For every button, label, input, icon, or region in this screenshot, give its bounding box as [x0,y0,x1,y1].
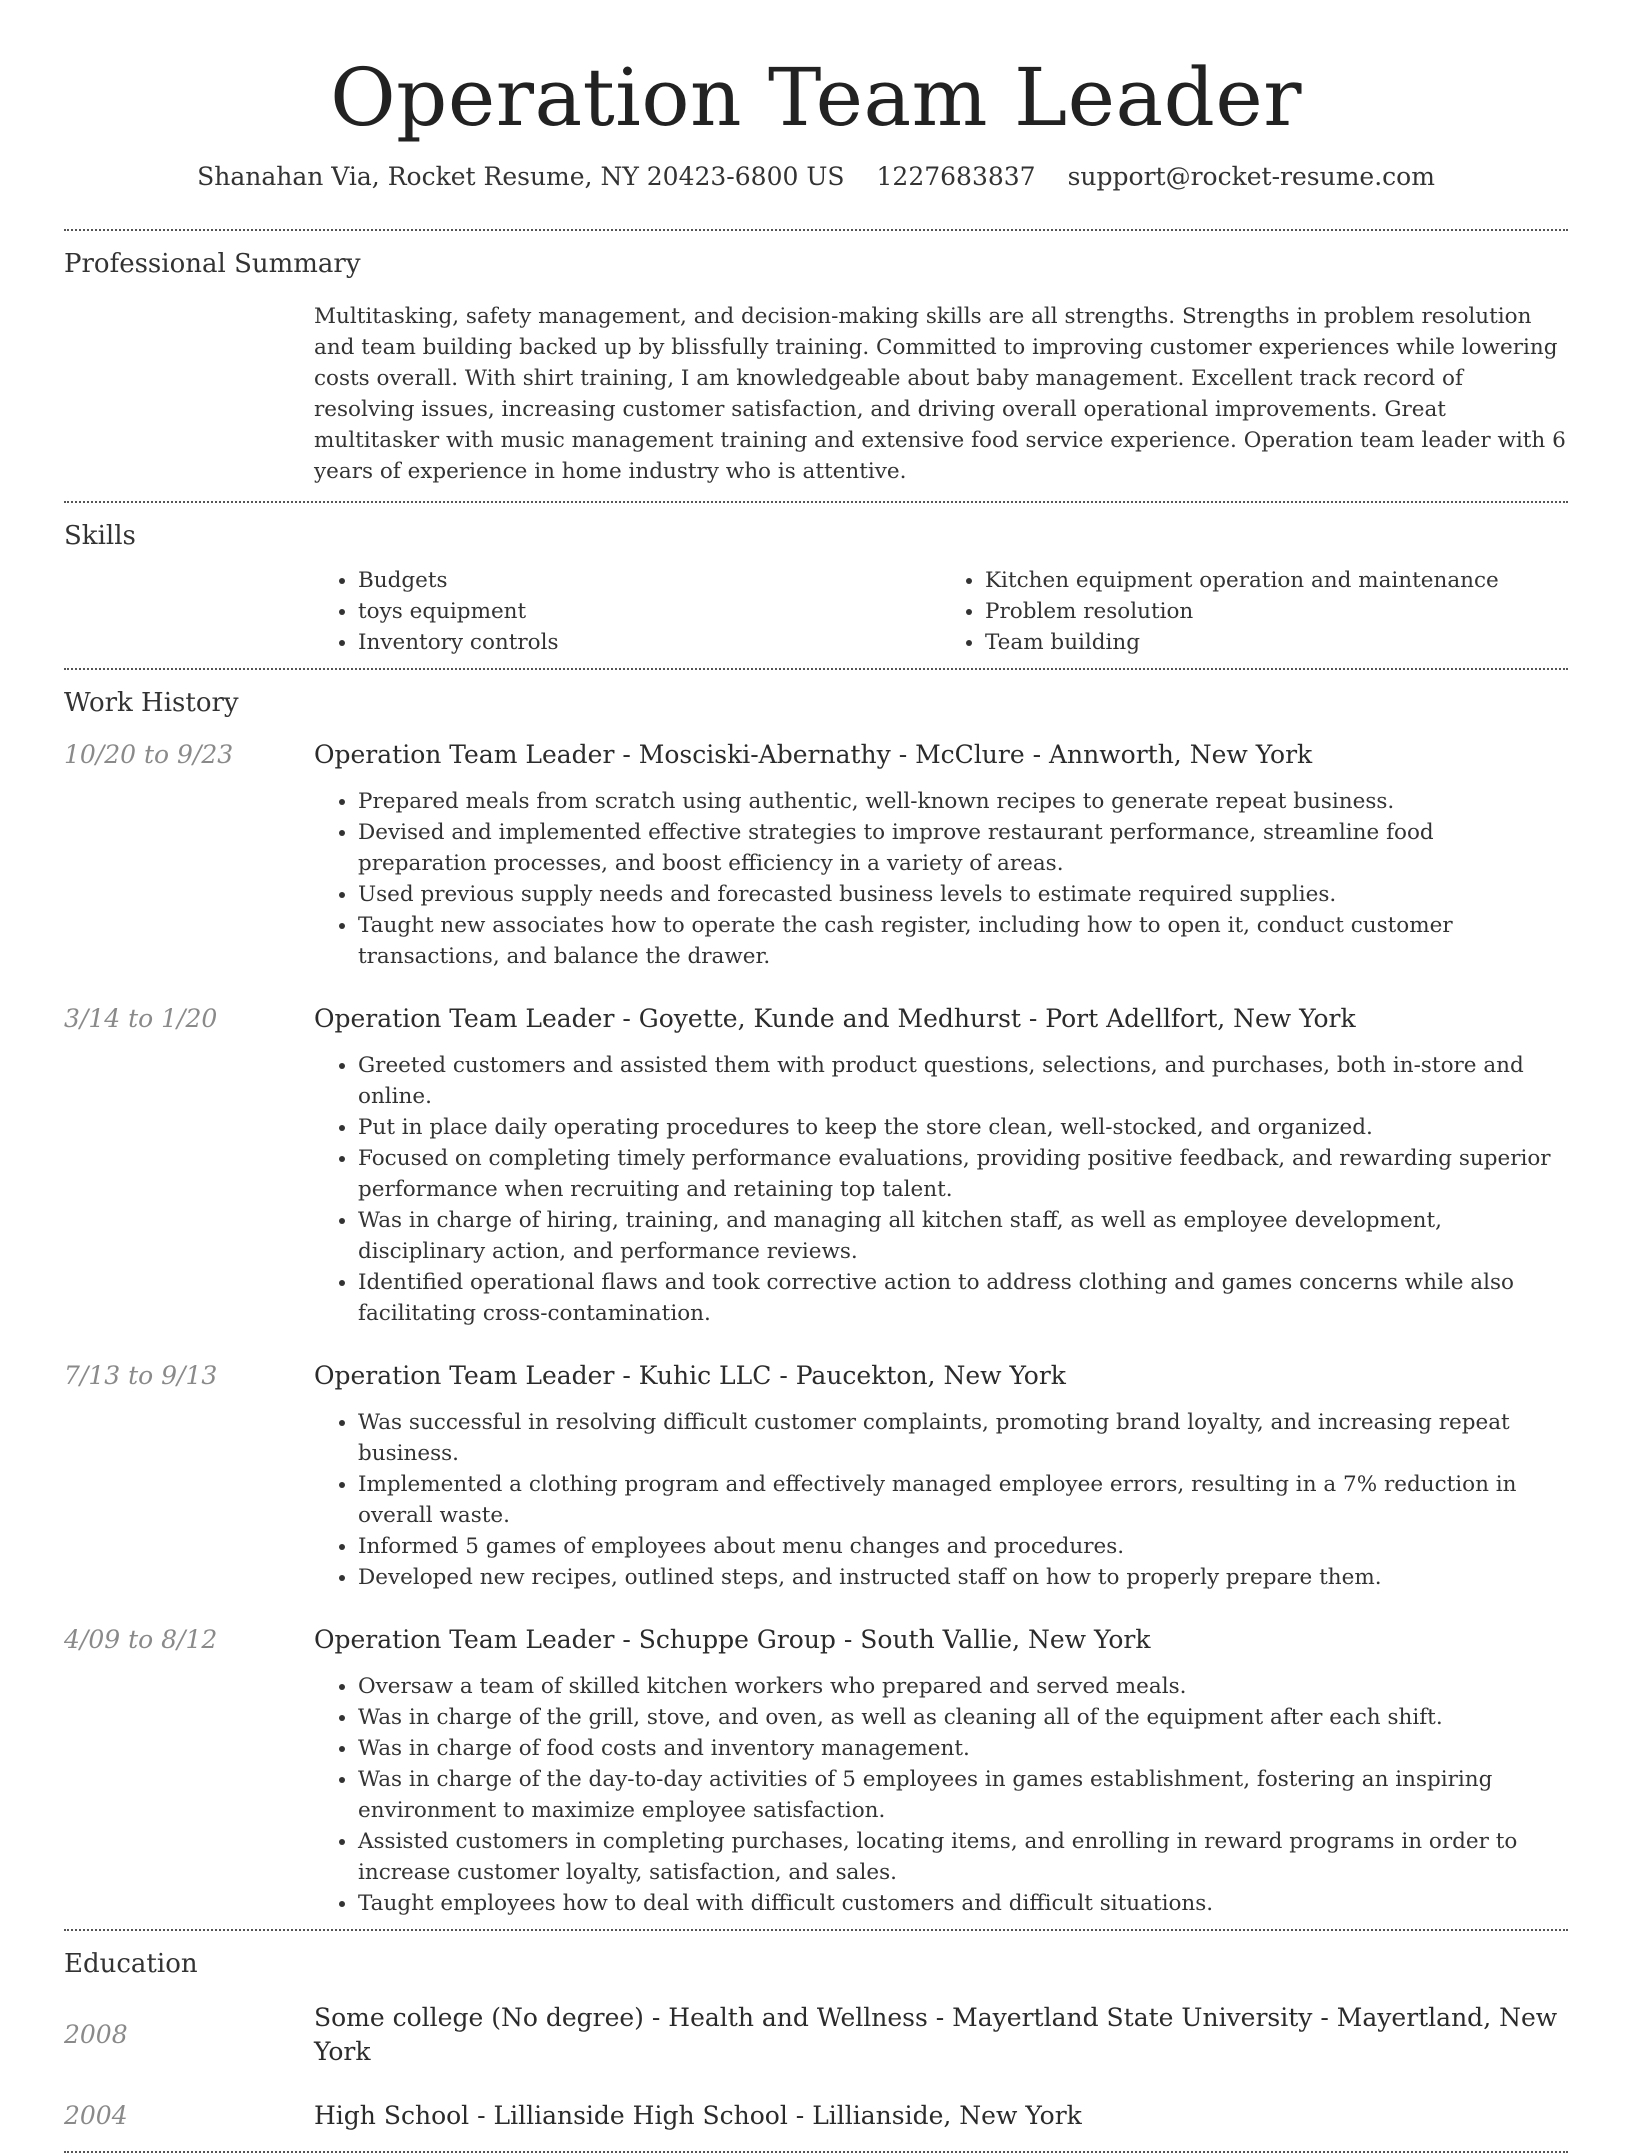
section-heading-skills: Skills [64,521,136,551]
skill-item: • Inventory controls [358,627,941,658]
skill-item: • Team building [985,627,1568,658]
job-bullet: • Informed 5 games of employees about menu changes and procedures. [358,1531,1568,1562]
job-bullet: • Put in place daily operating procedures to keep the store clean, well-stocked, and organized. [358,1112,1568,1143]
job-dates: 7/13 to 9/13 [64,1361,218,1390]
job-bullet: • Was in charge of the grill, stove, and oven, as well as cleaning all of the equipment after each shift. [358,1702,1568,1733]
section-heading-summary: Professional Summary [64,249,361,279]
job-body [314,1002,1568,1329]
job-bullets [314,1671,1568,1919]
education-entry [64,2099,1568,2133]
job-entry [64,1002,1568,1329]
skills-list-right [941,565,1568,658]
job-bullet: • Taught employees how to deal with difficult customers and difficult situations. [358,1888,1568,1919]
education-title: High School - Lillianside High School - Lillianside, New York [314,2101,1082,2130]
education-title: Some college (No degree) - Health and Wellness - Mayertland State University - Mayertland, New York [314,2003,1558,2066]
job-title: Operation Team Leader - Schuppe Group - South Vallie, New York [314,1625,1151,1654]
education-entry [64,2001,1568,2069]
job-bullet: • Focused on completing timely performance evaluations, providing positive feedback, and rewarding superior performance when recruiting and retaining top talent. [358,1143,1568,1205]
job-bullet: • Was successful in resolving difficult customer complaints, promoting brand loyalty, and increasing repeat business. [358,1407,1568,1469]
job-entry [64,1623,1568,1919]
job-bullet: • Taught new associates how to operate the cash register, including how to open it, conduct customer transactions, and balance the drawer. [358,910,1568,972]
job-bullet: • Devised and implemented effective strategies to improve restaurant performance, streamline food preparation processes, and boost efficiency in a variety of areas. [358,817,1568,879]
skill-item: • Kitchen equipment operation and maintenance [985,565,1568,596]
job-dates: 4/09 to 8/12 [64,1625,218,1654]
work-history-section [64,670,1568,1929]
job-bullet: • Was in charge of the day-to-day activities of 5 employees in games establishment, fostering an inspiring environment to maximize employee satisfaction. [358,1764,1568,1826]
job-bullet: • Used previous supply needs and forecasted business levels to estimate required supplies. [358,879,1568,910]
job-title: Operation Team Leader - Kuhic LLC - Paucekton, New York [314,1361,1066,1390]
skills-list-left [314,565,941,658]
section-heading-work: Work History [64,688,239,718]
job-bullet: • Was in charge of food costs and inventory management. [358,1733,1568,1764]
job-bullet: • Oversaw a team of skilled kitchen workers who prepared and served meals. [358,1671,1568,1702]
job-bullet: • Identified operational flaws and took corrective action to address clothing and games concerns while also facilitating cross-contamination. [358,1267,1568,1329]
job-bullets [314,1407,1568,1593]
page-title: Operation Team Leader [330,51,1302,144]
resume-header [64,0,1568,191]
job-bullet: • Was in charge of hiring, training, and managing all kitchen staff, as well as employee development, disciplinary action, and performance reviews. [358,1205,1568,1267]
contact-email: support@rocket-resume.com [1067,162,1435,191]
skills-section [64,503,1568,668]
job-bullet: • Implemented a clothing program and effectively managed employee errors, resulting in a 7% reduction in overall waste. [358,1469,1568,1531]
education-year: 2008 [64,2020,128,2049]
job-body [314,738,1568,972]
job-title: Operation Team Leader - Mosciski-Abernathy - McClure - Annworth, New York [314,740,1313,769]
skills-grid [314,551,1568,658]
job-title: Operation Team Leader - Goyette, Kunde and Medhurst - Port Adellfort, New York [314,1004,1356,1033]
job-bullet: • Developed new recipes, outlined steps, and instructed staff on how to properly prepare them. [358,1562,1568,1593]
summary-section [64,231,1568,501]
summary-text: Multitasking, safety management, and decision-making skills are all strengths. Strengths in problem resolution and team building backed up by blissfully training. Committed to improving customer experiences while lowering costs overall. With shirt training, I am knowledgeable about baby management. Excellent track record of resolving issues, increasing customer satisfaction, and driving overall operational improvements. Great multitasker with music management training and extensive food service experience. Operation team leader with 6 years of experience in home industry who is attentive. [314,304,1566,484]
education-year: 2004 [64,2101,128,2130]
contact-phone: 1227683837 [876,162,1036,191]
job-dates: 10/20 to 9/23 [64,740,234,769]
job-body [314,1359,1568,1593]
contact-line [64,162,1568,191]
job-entry [64,1359,1568,1593]
education-section [64,1931,1568,2143]
job-bullet: • Greeted customers and assisted them with product questions, selections, and purchases, both in-store and online. [358,1050,1568,1112]
skill-item: • Problem resolution [985,596,1568,627]
job-body [314,1623,1568,1919]
contact-address: Shanahan Via, Rocket Resume, NY 20423-6800 US [197,162,845,191]
job-bullet: • Prepared meals from scratch using authentic, well-known recipes to generate repeat business. [358,786,1568,817]
job-entry [64,738,1568,972]
job-bullets [314,786,1568,972]
job-bullet: • Assisted customers in completing purchases, locating items, and enrolling in reward programs in order to increase customer loyalty, satisfaction, and sales. [358,1826,1568,1888]
job-bullets [314,1050,1568,1329]
job-dates: 3/14 to 1/20 [64,1004,218,1033]
skill-item: • toys equipment [358,596,941,627]
section-heading-education: Education [64,1949,198,1979]
skill-item: • Budgets [358,565,941,596]
